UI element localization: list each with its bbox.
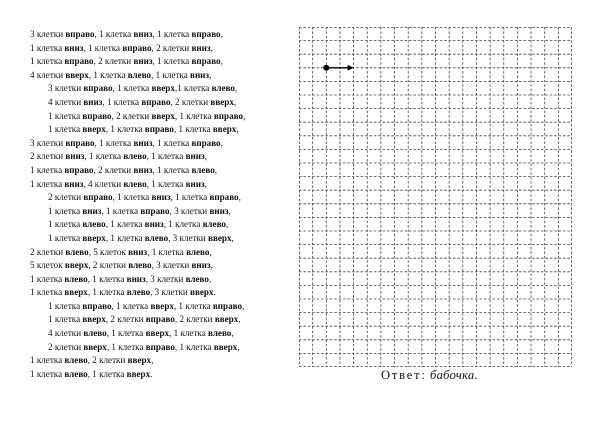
- step-text: , 1 клетка: [112, 192, 152, 203]
- step-text: 1 клетка: [30, 42, 65, 53]
- direction-word: вверх: [127, 355, 152, 366]
- instruction-line: [30, 137, 292, 151]
- step-text: ,: [233, 96, 237, 107]
- step-text: , 4 клетки: [83, 178, 124, 189]
- direction-word: влево: [127, 69, 152, 80]
- direction-word: вниз: [185, 178, 205, 189]
- step-text: 1 клетка: [30, 164, 65, 175]
- direction-word: вниз: [185, 151, 205, 162]
- direction-word: влево: [186, 246, 210, 257]
- step-text: ,: [243, 110, 246, 121]
- answer: [381, 368, 478, 383]
- direction-word: влево: [128, 260, 152, 271]
- direction-word: вправо: [191, 137, 221, 148]
- direction-word: вверх: [64, 287, 88, 298]
- step-text: ,: [231, 232, 234, 243]
- dotted-grid: [299, 27, 572, 367]
- step-text: , 1 клетка: [102, 96, 142, 107]
- direction-word: вправо: [64, 164, 94, 175]
- step-text: , 1 клетка: [105, 232, 145, 243]
- step-text: , 2 клетки: [111, 110, 152, 121]
- instruction-line: [30, 191, 292, 205]
- instruction-line: [30, 300, 292, 314]
- step-text: ,: [210, 42, 213, 53]
- direction-word: вниз: [133, 56, 153, 67]
- step-text: , 2 клетки: [170, 96, 211, 107]
- direction-word: вправо: [122, 42, 152, 53]
- direction-word: вверх: [82, 124, 106, 135]
- step-text: , 3 клетки: [150, 287, 191, 298]
- direction-word: вправо: [145, 341, 175, 352]
- direction-word: вправо: [145, 314, 175, 325]
- instruction-line: [30, 164, 292, 178]
- step-text: , 1 клетка: [87, 287, 127, 298]
- step-text: 1 клетка: [48, 232, 83, 243]
- step-text: .: [150, 368, 153, 379]
- direction-word: вправо: [83, 83, 113, 94]
- step-text: 1 клетка: [48, 300, 83, 311]
- step-text: ,: [234, 83, 238, 94]
- instruction-line: [30, 313, 292, 327]
- direction-word: вниз: [133, 137, 153, 148]
- step-text: 1 клетка: [48, 124, 83, 135]
- direction-word: вправо: [64, 56, 94, 67]
- grid-lines: [299, 27, 572, 367]
- step-text: ,: [220, 56, 223, 67]
- direction-word: вверх: [212, 124, 237, 135]
- direction-word: вниз: [126, 273, 146, 284]
- direction-word: вверх: [213, 341, 238, 352]
- direction-word: вверх: [190, 287, 214, 298]
- step-text: 1 клетка: [48, 205, 83, 216]
- direction-word: вправо: [212, 300, 243, 311]
- step-text: , 1 клетка: [173, 300, 213, 311]
- step-text: .: [213, 287, 216, 298]
- instruction-line: [30, 82, 292, 96]
- direction-word: вниз: [151, 192, 171, 203]
- step-text: 2 клетки: [48, 192, 84, 203]
- direction-word: вверх: [150, 300, 174, 311]
- direction-word: вверх: [65, 69, 89, 80]
- direction-word: влево: [82, 219, 106, 230]
- direction-word: влево: [202, 219, 226, 230]
- direction-word: вверх: [64, 260, 89, 271]
- step-text: , 2 клетки: [93, 56, 134, 67]
- step-text: , 1 клетка: [83, 42, 123, 53]
- direction-word: вправо: [83, 192, 113, 203]
- instruction-line: [30, 150, 292, 164]
- step-text: ,: [151, 355, 154, 366]
- step-text: , 1 клетка: [169, 328, 209, 339]
- step-text: ,: [242, 300, 245, 311]
- step-text: , 2 клетки: [88, 260, 129, 271]
- direction-word: вниз: [65, 151, 85, 162]
- direction-word: вниз: [191, 42, 211, 53]
- direction-word: влево: [123, 151, 147, 162]
- direction-word: вниз: [209, 205, 229, 216]
- direction-word: вверх: [208, 232, 232, 243]
- instruction-line: [30, 218, 292, 232]
- step-text: , 1 клетка: [87, 368, 127, 379]
- step-text: , 2 клетки: [105, 314, 146, 325]
- instruction-line: [30, 55, 292, 69]
- instruction-line: [30, 232, 292, 246]
- step-text: , 3 клетки: [145, 273, 186, 284]
- direction-word: влево: [64, 273, 88, 284]
- step-text: , 1 клетка: [106, 341, 146, 352]
- direction-word: вверх: [151, 110, 175, 121]
- answer-value: бабочка.: [430, 368, 478, 382]
- direction-word: вправо: [191, 29, 221, 39]
- step-text: , 2 клетки: [87, 355, 128, 366]
- direction-word: влево: [64, 355, 88, 366]
- instruction-line: [30, 286, 292, 300]
- step-text: , 1 клетка: [174, 110, 214, 121]
- step-text: , 1 клетка: [152, 137, 192, 148]
- step-text: ,: [231, 328, 234, 339]
- direction-word: вверх: [210, 96, 234, 107]
- step-text: , 1 клетка: [84, 151, 124, 162]
- direction-word: влево: [144, 232, 169, 243]
- step-text: 2 клетки: [30, 151, 66, 162]
- step-text: ,: [228, 205, 231, 216]
- direction-word: вниз: [128, 246, 148, 257]
- direction-word: влево: [126, 287, 151, 298]
- instruction-line: [30, 246, 292, 260]
- direction-word: вправо: [82, 300, 112, 311]
- direction-word: влево: [65, 246, 89, 257]
- direction-word: вниз: [83, 96, 103, 107]
- step-text: ,: [237, 341, 240, 352]
- direction-word: влево: [123, 178, 147, 189]
- step-text: , 1 клетка: [111, 300, 151, 311]
- direction-word: вниз: [133, 164, 153, 175]
- instruction-line: [30, 96, 292, 110]
- step-text: ,: [210, 260, 213, 271]
- answer-label: Ответ:: [381, 368, 427, 382]
- step-text: , 1 клетка: [105, 124, 145, 135]
- step-text: , 1 клетка: [87, 273, 127, 284]
- step-text: , 1 клетка: [152, 29, 192, 39]
- step-text: , 1 клетка: [151, 69, 191, 80]
- direction-word: вправо: [65, 29, 95, 39]
- instruction-line: [30, 205, 292, 219]
- direction-word: вверх: [145, 328, 170, 339]
- step-text: , 1 клетка: [174, 341, 214, 352]
- direction-word: вниз: [133, 29, 153, 39]
- direction-word: вверх: [83, 341, 107, 352]
- step-text: ,: [220, 29, 223, 39]
- step-text: , 1 клетка: [106, 328, 146, 339]
- arrow-right-icon: [326, 65, 353, 71]
- step-text: , 2 клетки: [93, 164, 134, 175]
- step-text: 3 клетки: [48, 83, 84, 94]
- direction-word: влево: [83, 328, 107, 339]
- step-text: 2 клетки: [48, 341, 84, 352]
- instruction-line: [30, 178, 292, 192]
- step-text: 3 клетки: [30, 137, 66, 148]
- step-text: , 1 клетка: [94, 137, 134, 148]
- direction-word: вправо: [209, 192, 239, 203]
- step-text: ,: [238, 314, 241, 325]
- instruction-line: [30, 341, 292, 355]
- direction-word: вверх: [126, 368, 151, 379]
- step-text: , 1 клетка: [152, 56, 192, 67]
- direction-word: вправо: [213, 110, 244, 121]
- arrow-head: [348, 65, 354, 71]
- direction-word: влево: [211, 83, 235, 94]
- step-text: ,: [204, 151, 207, 162]
- step-text: ,: [236, 124, 239, 135]
- instruction-line: [30, 110, 292, 124]
- step-text: 1 клетка: [30, 178, 65, 189]
- step-text: ,: [238, 192, 241, 203]
- step-text: , 1 клетка: [152, 164, 192, 175]
- direction-word: влево: [191, 164, 215, 175]
- step-text: , 3 клетки: [151, 260, 192, 271]
- step-text: 4 клетки: [48, 96, 84, 107]
- instruction-line: [30, 327, 292, 341]
- instruction-line: [30, 273, 292, 287]
- step-text: ,: [208, 273, 212, 284]
- direction-word: вниз: [64, 42, 84, 53]
- step-text: 1 клетка: [30, 56, 65, 67]
- step-text: , 2 клетки: [151, 42, 192, 53]
- step-text: ,: [220, 137, 223, 148]
- direction-word: вверх: [214, 314, 239, 325]
- direction-word: вниз: [190, 69, 210, 80]
- step-text: 4 клетки: [30, 69, 66, 80]
- instruction-line: [30, 42, 292, 56]
- step-text: ,: [209, 69, 212, 80]
- step-text: , 2 клетки: [174, 314, 215, 325]
- step-text: ,1 клетка: [174, 83, 212, 94]
- start-marker: [323, 65, 353, 71]
- step-text: 1 клетка: [30, 368, 65, 379]
- direction-word: вниз: [191, 260, 211, 271]
- direction-word: вниз: [64, 178, 84, 189]
- direction-word: вправо: [140, 205, 170, 216]
- step-text: , 1 клетка: [170, 192, 210, 203]
- step-text: 5 клеток: [30, 260, 65, 271]
- step-text: , 1 клетка: [147, 246, 187, 257]
- direction-word: влево: [208, 328, 232, 339]
- step-text: 4 клетки: [48, 328, 84, 339]
- step-text: 1 клетка: [48, 314, 83, 325]
- direction-word: вправо: [144, 124, 174, 135]
- direction-word: вправо: [141, 96, 171, 107]
- step-text: , 1 клетка: [146, 178, 186, 189]
- direction-word: влево: [185, 273, 209, 284]
- step-text: ,: [204, 178, 207, 189]
- instruction-line: [30, 123, 292, 137]
- step-text: , 3 клетки: [169, 205, 210, 216]
- step-text: , 1 клетка: [105, 219, 145, 230]
- direction-word: вправо: [191, 56, 221, 67]
- step-text: 1 клетка: [48, 219, 83, 230]
- instruction-line: [30, 354, 292, 368]
- step-text: 1 клетка: [30, 287, 65, 298]
- direction-word: вправо: [82, 110, 112, 121]
- direction-word: вверх: [151, 83, 175, 94]
- step-text: , 3 клетки: [168, 232, 209, 243]
- step-text: ,: [209, 246, 212, 257]
- step-text: 1 клетка: [48, 110, 83, 121]
- step-text: , 5 клеток: [88, 246, 129, 257]
- direction-word: влево: [64, 368, 88, 379]
- step-text: 3 клетки: [30, 29, 66, 39]
- step-text: 2 клетки: [30, 246, 66, 257]
- instruction-line: [30, 69, 292, 83]
- step-text: , 1 клетка: [146, 151, 186, 162]
- step-text: , 1 клетка: [163, 219, 203, 230]
- instruction-line: [30, 28, 292, 42]
- step-text: , 1 клетка: [112, 83, 152, 94]
- step-text: 1 клетка: [30, 273, 65, 284]
- instructions-text: [30, 28, 292, 381]
- direction-word: вниз: [82, 205, 102, 216]
- direction-word: вправо: [65, 137, 95, 148]
- step-text: , 1 клетка: [94, 29, 134, 39]
- step-text: , 1 клетка: [173, 124, 213, 135]
- step-text: , 1 клетка: [88, 69, 128, 80]
- step-text: ,: [225, 219, 229, 230]
- step-text: , 1 клетка: [101, 205, 141, 216]
- step-text: 1 клетка: [30, 355, 65, 366]
- direction-word: вверх: [82, 232, 106, 243]
- direction-word: вверх: [82, 314, 106, 325]
- instruction-line: [30, 368, 292, 382]
- step-text: ,: [214, 164, 218, 175]
- instruction-line: [30, 259, 292, 273]
- direction-word: вниз: [144, 219, 164, 230]
